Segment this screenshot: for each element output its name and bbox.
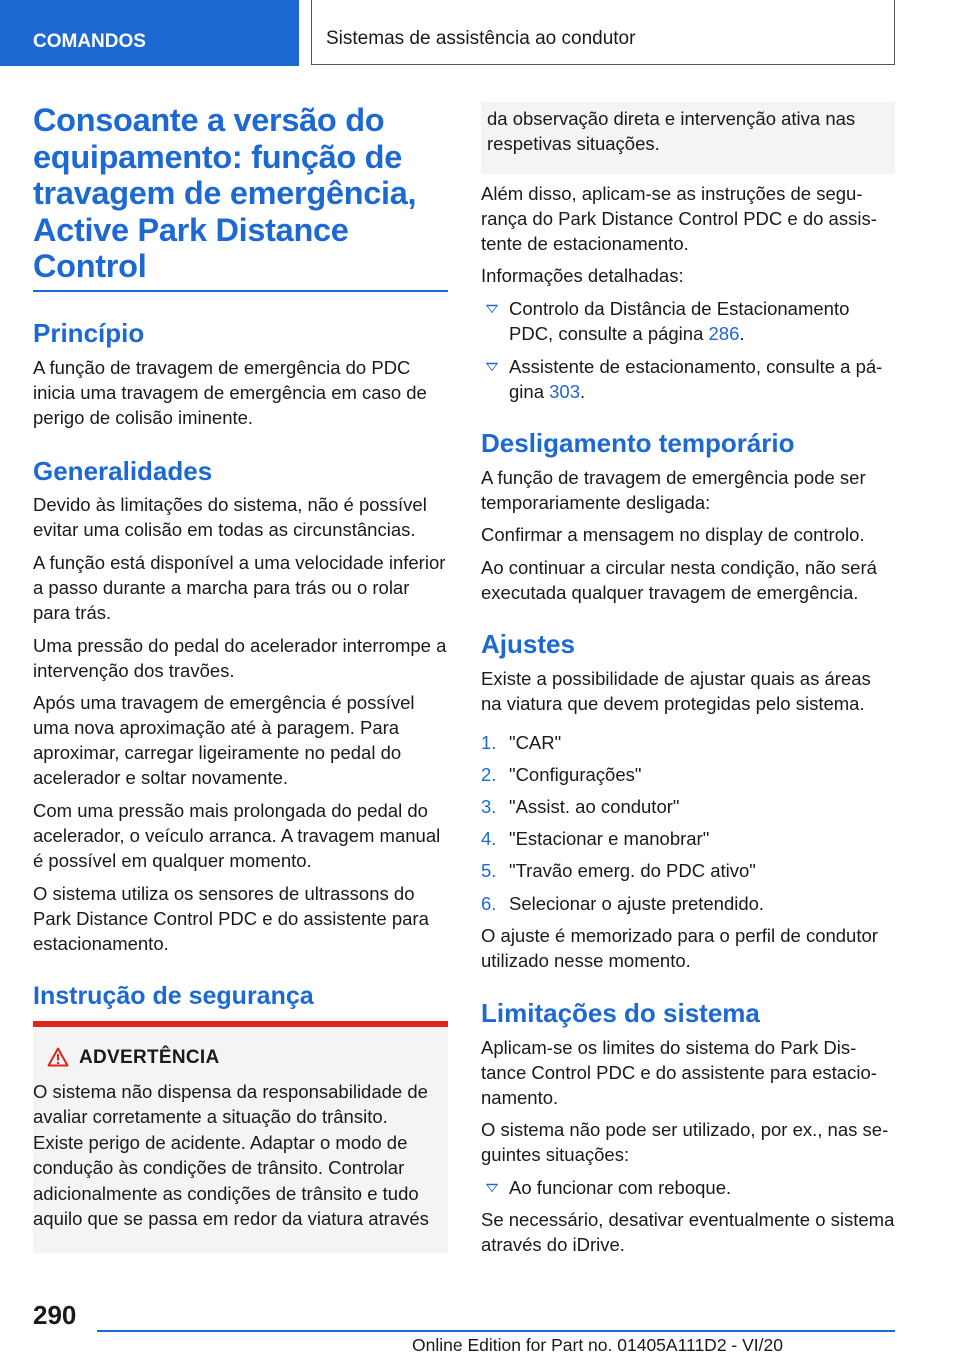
step-item xyxy=(481,762,895,787)
reference-item xyxy=(481,296,895,346)
step-item xyxy=(481,826,895,851)
page-link-286[interactable]: 286 xyxy=(708,323,740,344)
limitacoes-p1: Aplicam-se os limites do sistema do Park Distance Control PDC e do assistente para estacionamento. xyxy=(481,1037,877,1108)
section-tab: COMANDOS xyxy=(0,0,299,66)
warning-triangle-icon xyxy=(47,1047,69,1067)
bullet-triangle-icon xyxy=(486,305,499,313)
ajustes-p1: Existe a possibilidade de ajustar quais as áreas na viatura que devem protegidas pelo sistema. xyxy=(481,668,871,714)
page-number: 290 xyxy=(33,1300,77,1330)
step-number: 5. xyxy=(481,860,497,881)
heading-limitacoes: Limitações do sistema xyxy=(481,998,760,1028)
step-text: Selecionar o ajuste pretendido. xyxy=(509,893,765,914)
seguranca-p1: Além disso, aplicam-se as instruções de segurança do Park Distance Control PDC e do assistente de estacionamento. xyxy=(481,183,877,254)
warning-title: ADVERTÊNCIA xyxy=(79,1047,220,1068)
edition-note: Online Edition for Part no. 01405A111D2 - VI/20 xyxy=(412,1335,783,1355)
limitation-item xyxy=(481,1175,895,1200)
step-number: 2. xyxy=(481,764,497,785)
bullet-triangle-icon xyxy=(486,1184,499,1192)
heading-desligamento: Desligamento temporário xyxy=(481,428,795,458)
step-item xyxy=(481,858,895,883)
chapter-title: Sistemas de assistência ao condutor xyxy=(326,28,636,49)
generalidades-p6: O sistema utiliza os sensores de ultrassons do Park Distance Control PDC e do assistente para estacionamento. xyxy=(33,883,429,954)
step-text: "CAR" xyxy=(509,732,562,753)
desligamento-p3: Ao continuar a circular nesta condição, não será executada qualquer travagem de emergência. xyxy=(481,557,877,603)
generalidades-p1: Devido às limitações do sistema, não é possível evitar uma colisão em todas as circunstâncias. xyxy=(33,494,427,540)
warning-box xyxy=(33,1027,448,1253)
reference-item xyxy=(481,354,895,404)
warning-text-continued: da observação direta e intervenção ativa nas respetivas situações. xyxy=(487,108,856,154)
step-text: "Travão emerg. do PDC ativo" xyxy=(509,860,756,881)
limitation-text: Ao funcionar com reboque. xyxy=(509,1177,732,1198)
footer-divider xyxy=(97,1330,895,1332)
limitacoes-p2: O sistema não pode ser utilizado, por ex., nas seguintes situações: xyxy=(481,1119,889,1165)
heading-seguranca: Instrução de segurança xyxy=(33,982,314,1010)
reference-end: . xyxy=(739,323,745,344)
generalidades-p5: Com uma pressão mais prolongada do pedal do acelerador, o veículo arranca. A travagem manual é possível em qualquer momento. xyxy=(33,800,441,871)
principio-text: A função de travagem de emergência do PDC inicia uma travagem de emergência em caso de perigo de colisão iminente. xyxy=(33,357,427,428)
reference-text: Controlo da Distância de Estacionamento PDC, consulte a página xyxy=(509,298,850,344)
page-title: Consoante a versão do equipamento: função de travagem de emergência, Active Park Distance Control xyxy=(33,102,417,284)
reference-end: . xyxy=(580,381,586,402)
page-link-303[interactable]: 303 xyxy=(549,381,580,402)
limitacoes-p3: Se necessário, desativar eventualmente o sistema através do iDrive. xyxy=(481,1209,895,1255)
warning-text: O sistema não dispensa da responsabilidade de avaliar corretamente a situação do trânsito. Existe perigo de acidente. Adaptar o modo de condução às condições de trânsito. Controlar adicionalmente as condições de trânsito e tudo aquilo que se passa em redor da viatura através xyxy=(33,1081,429,1230)
step-item xyxy=(481,730,895,755)
warning-box-continued xyxy=(481,102,895,174)
heading-principio: Princípio xyxy=(33,318,145,348)
step-text: "Estacionar e manobrar" xyxy=(509,828,710,849)
step-number: 6. xyxy=(481,893,497,914)
ajustes-p2: O ajuste é memorizado para o perfil de condutor utilizado nesse momento. xyxy=(481,925,878,971)
step-text: "Assist. ao condutor" xyxy=(509,796,680,817)
generalidades-p4: Após uma travagem de emergência é possível uma nova aproximação até à paragem. Para aproximar, carregar ligeiramente no pedal do acelerador e soltar novamente. xyxy=(33,692,415,788)
desligamento-p2: Confirmar a mensagem no display de controlo. xyxy=(481,524,865,545)
step-number: 4. xyxy=(481,828,497,849)
step-text: "Configurações" xyxy=(509,764,642,785)
seguranca-p2: Informações detalhadas: xyxy=(481,265,684,286)
step-number: 1. xyxy=(481,732,497,753)
bullet-triangle-icon xyxy=(486,363,499,371)
heading-generalidades: Generalidades xyxy=(33,456,213,486)
step-item xyxy=(481,891,895,916)
reference-text: Assistente de estacionamento, consulte a página xyxy=(509,356,883,402)
desligamento-p1: A função de travagem de emergência pode ser temporariamente desligada: xyxy=(481,467,866,513)
generalidades-p3: Uma pressão do pedal do acelerador interrompe a intervenção dos travões. xyxy=(33,635,447,681)
step-number: 3. xyxy=(481,796,497,817)
heading-ajustes: Ajustes xyxy=(481,629,575,659)
generalidades-p2: A função está disponível a uma velocidade inferior a passo durante a marcha para trás ou o rolar para trás. xyxy=(33,552,446,623)
title-divider xyxy=(33,290,448,292)
step-item xyxy=(481,794,895,819)
